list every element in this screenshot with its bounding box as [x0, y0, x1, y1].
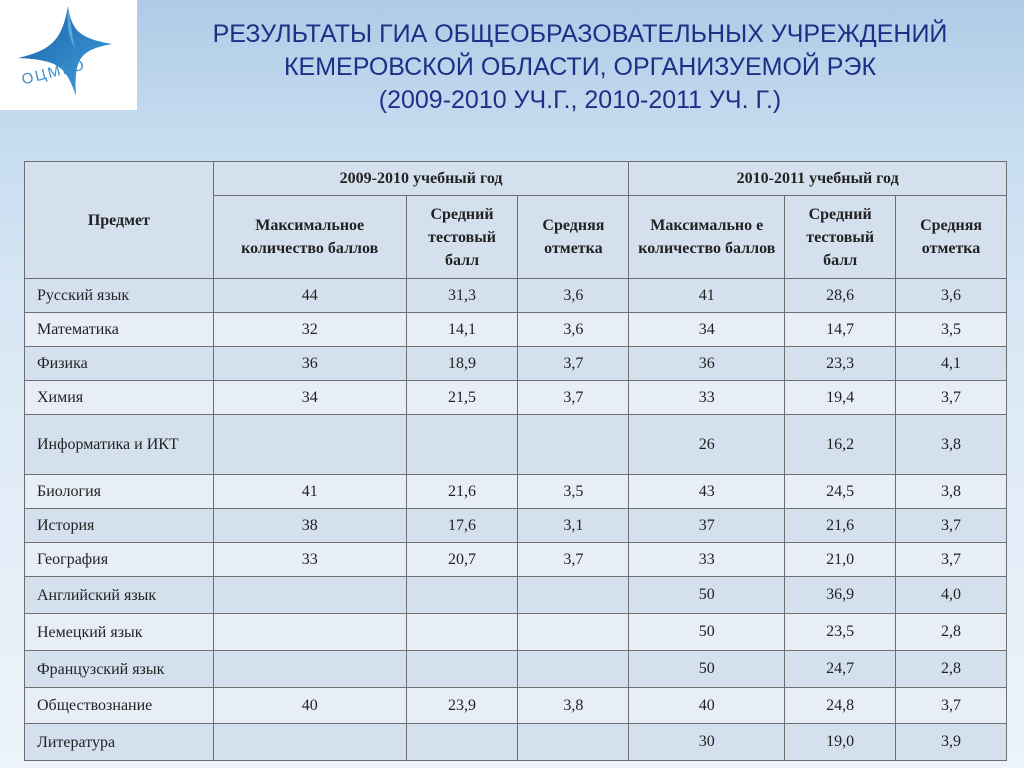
y1-mark-cell: 3,7: [518, 347, 629, 381]
y2-max-cell: 26: [629, 415, 785, 475]
y1-max-cell: 34: [213, 381, 406, 415]
table-row: [25, 688, 1007, 724]
page-title: [150, 18, 1010, 117]
subject-cell: Немецкий язык: [25, 614, 214, 651]
y1-mark-cell: 3,7: [518, 543, 629, 577]
y1-max-cell: [213, 577, 406, 614]
y1-max-header: Максимальное количество баллов: [213, 196, 406, 279]
y2-mark-cell: 3,9: [896, 724, 1007, 761]
y2-score-cell: 24,7: [785, 651, 896, 688]
y1-max-cell: 41: [213, 475, 406, 509]
y2-score-cell: 36,9: [785, 577, 896, 614]
y2-mark-cell: 2,8: [896, 651, 1007, 688]
y1-max-cell: 33: [213, 543, 406, 577]
year2-header: 2010-2011 учебный год: [629, 162, 1007, 196]
y1-score-cell: [406, 651, 518, 688]
y2-score-cell: 28,6: [785, 279, 896, 313]
title-line-1: РЕЗУЛЬТАТЫ ГИА ОБЩЕОБРАЗОВАТЕЛЬНЫХ УЧРЕЖДЕНИЙ: [212, 20, 948, 48]
y2-mark-cell: 3,7: [896, 509, 1007, 543]
y2-mark-cell: 3,5: [896, 313, 1007, 347]
results-table: [24, 161, 1007, 761]
title-line-3: (2009-2010 УЧ.Г., 2010-2011 УЧ. Г.): [378, 86, 782, 114]
subject-cell: Литература: [25, 724, 214, 761]
y1-score-cell: 23,9: [406, 688, 518, 724]
y2-max-cell: 50: [629, 577, 785, 614]
subject-cell: Биология: [25, 475, 214, 509]
y1-mark-cell: [518, 415, 629, 475]
y2-score-cell: 23,3: [785, 347, 896, 381]
table-row: [25, 347, 1007, 381]
y1-score-cell: 21,5: [406, 381, 518, 415]
y1-score-cell: 31,3: [406, 279, 518, 313]
y1-mark-cell: 3,1: [518, 509, 629, 543]
y1-max-cell: 40: [213, 688, 406, 724]
y1-score-header: Средний тестовый балл: [406, 196, 518, 279]
y2-max-cell: 30: [629, 724, 785, 761]
table-row: [25, 415, 1007, 475]
y1-max-cell: [213, 614, 406, 651]
y1-max-cell: 38: [213, 509, 406, 543]
y2-score-cell: 14,7: [785, 313, 896, 347]
y2-score-cell: 19,0: [785, 724, 896, 761]
y2-score-cell: 24,8: [785, 688, 896, 724]
subject-cell: Обществознание: [25, 688, 214, 724]
y1-mark-cell: 3,6: [518, 313, 629, 347]
title-line-2: КЕМЕРОВСКОЙ ОБЛАСТИ, ОРГАНИЗУЕМОЙ РЭК: [283, 53, 877, 81]
y2-max-cell: 33: [629, 543, 785, 577]
logo-text: ОЦМКО: [20, 56, 88, 89]
y2-max-cell: 36: [629, 347, 785, 381]
y2-mark-cell: 3,6: [896, 279, 1007, 313]
y1-mark-cell: 3,5: [518, 475, 629, 509]
y2-score-cell: 21,6: [785, 509, 896, 543]
table-row: [25, 577, 1007, 614]
subject-cell: Химия: [25, 381, 214, 415]
y1-max-cell: 44: [213, 279, 406, 313]
subject-cell: Информатика и ИКТ: [25, 415, 214, 475]
y2-mark-cell: 3,7: [896, 688, 1007, 724]
table-row: [25, 381, 1007, 415]
table-row: [25, 724, 1007, 761]
logo: [0, 0, 137, 110]
y1-max-cell: [213, 415, 406, 475]
y1-max-cell: [213, 724, 406, 761]
y2-mark-cell: 4,1: [896, 347, 1007, 381]
header-row-years: [25, 162, 1007, 196]
subject-cell: Французский язык: [25, 651, 214, 688]
y1-mark-cell: [518, 614, 629, 651]
y1-max-cell: [213, 651, 406, 688]
y2-mark-cell: 3,8: [896, 475, 1007, 509]
y1-mark-cell: [518, 577, 629, 614]
y1-mark-cell: 3,7: [518, 381, 629, 415]
subject-header: Предмет: [25, 162, 214, 279]
y1-mark-cell: 3,8: [518, 688, 629, 724]
y2-max-cell: 33: [629, 381, 785, 415]
table-row: [25, 651, 1007, 688]
y2-max-header: Максимально е количество баллов: [629, 196, 785, 279]
y1-mark-cell: [518, 724, 629, 761]
star-logo-icon: [0, 0, 137, 110]
subject-cell: Русский язык: [25, 279, 214, 313]
y2-max-cell: 43: [629, 475, 785, 509]
y2-score-cell: 21,0: [785, 543, 896, 577]
y2-max-cell: 50: [629, 651, 785, 688]
y2-mark-cell: 2,8: [896, 614, 1007, 651]
table-row: [25, 509, 1007, 543]
y1-max-cell: 36: [213, 347, 406, 381]
y1-mark-cell: 3,6: [518, 279, 629, 313]
y1-max-cell: 32: [213, 313, 406, 347]
y1-score-cell: [406, 415, 518, 475]
table-row: [25, 475, 1007, 509]
y1-score-cell: [406, 577, 518, 614]
subject-cell: Математика: [25, 313, 214, 347]
y1-score-cell: [406, 724, 518, 761]
y2-score-cell: 24,5: [785, 475, 896, 509]
y1-score-cell: [406, 614, 518, 651]
table-row: [25, 614, 1007, 651]
y1-score-cell: 21,6: [406, 475, 518, 509]
y2-score-cell: 16,2: [785, 415, 896, 475]
table-row: [25, 279, 1007, 313]
y2-mark-cell: 4,0: [896, 577, 1007, 614]
y2-score-cell: 19,4: [785, 381, 896, 415]
y2-max-cell: 50: [629, 614, 785, 651]
y1-score-cell: 18,9: [406, 347, 518, 381]
subject-cell: Физика: [25, 347, 214, 381]
y2-max-cell: 34: [629, 313, 785, 347]
year1-header: 2009-2010 учебный год: [213, 162, 629, 196]
y1-mark-cell: [518, 651, 629, 688]
y1-score-cell: 20,7: [406, 543, 518, 577]
y2-mark-header: Средняя отметка: [896, 196, 1007, 279]
subject-cell: История: [25, 509, 214, 543]
subject-cell: Английский язык: [25, 577, 214, 614]
y1-score-cell: 17,6: [406, 509, 518, 543]
y2-mark-cell: 3,7: [896, 543, 1007, 577]
y2-max-cell: 41: [629, 279, 785, 313]
table-row: [25, 313, 1007, 347]
y1-mark-header: Средняя отметка: [518, 196, 629, 279]
y2-score-header: Средний тестовый балл: [785, 196, 896, 279]
y2-mark-cell: 3,8: [896, 415, 1007, 475]
table-row: [25, 543, 1007, 577]
y2-max-cell: 37: [629, 509, 785, 543]
y2-mark-cell: 3,7: [896, 381, 1007, 415]
subject-cell: География: [25, 543, 214, 577]
y2-score-cell: 23,5: [785, 614, 896, 651]
y2-max-cell: 40: [629, 688, 785, 724]
y1-score-cell: 14,1: [406, 313, 518, 347]
